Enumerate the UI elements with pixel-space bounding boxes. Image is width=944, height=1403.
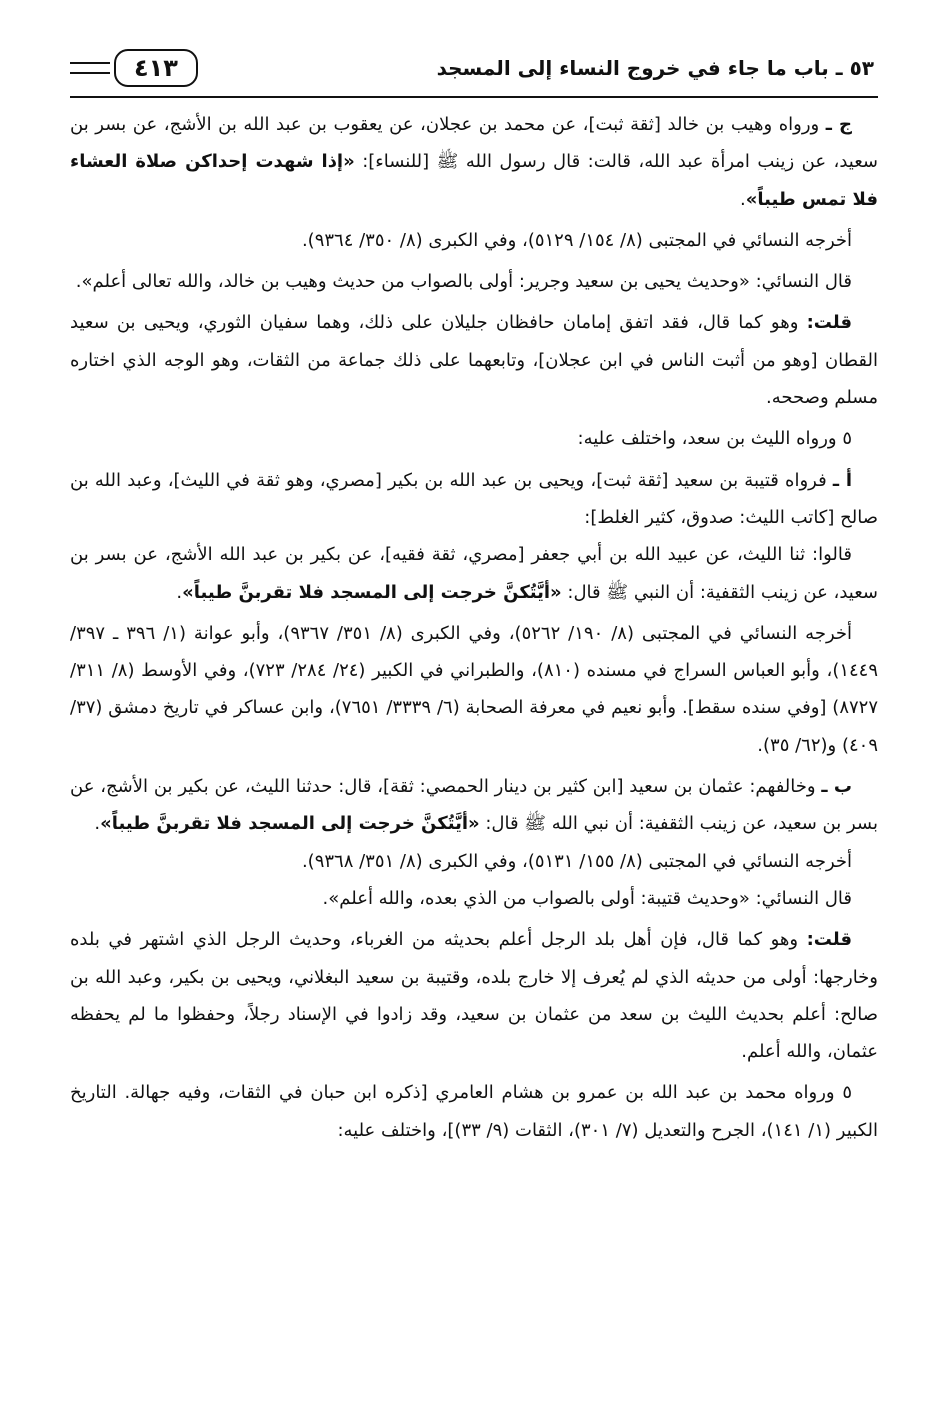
paragraph-3: قال النسائي: «وحديث يحيى بن سعيد وجرير: أولى بالصواب من حديث وهيب بن خالد، والله تعالى أعلم». xyxy=(75,271,852,293)
item-marker: ب ـ xyxy=(821,776,852,798)
hadith-quote: «إذا شهدت إحداكن صلاة العشاء فلا تمس طيباً» xyxy=(70,151,878,210)
item-marker: أ ـ xyxy=(832,469,852,491)
hadith-quote: «أيَّتُكنَّ خرجت إلى المسجد فلا تقربنَّ طيباً» xyxy=(182,581,562,603)
paragraph-4 xyxy=(70,304,878,416)
punctuation: . xyxy=(176,581,183,603)
paragraph-2: أخرجه النسائي في المجتبى (٨/ ١٥٤/ ٥١٢٩)، وفي الكبرى (٨/ ٣٥٠/ ٩٣٦٤). xyxy=(301,229,852,251)
commentary-text: وهو كما قال، فقد اتفق إمامان حافظان جليلان على ذلك، وهما سفيان الثوري، ويحيى بن سعيد القطان [وهو من أثبت الناس في ابن عجلان]، وتابعهما على ذلك جماعة من الثقات، وهو الوجه الذي اختاره مسلم وصححه. xyxy=(70,312,878,409)
page-body xyxy=(70,106,878,1149)
page-header xyxy=(70,40,878,98)
narration-text: وخالفهم: عثمان بن سعيد [ابن كثير بن دينار الحمصي: ثقة]، قال: حدثنا الليث، عن بكير بن الأشج، عن بسر بن سعيد، عن زينب الثقفية: أن نبي الله ﷺ قال: xyxy=(70,776,878,835)
paragraph-8: أخرجه النسائي في المجتبى (٨/ ١٩٠/ ٥٢٦٢)، وفي الكبرى (٨/ ٣٥١/ ٩٣٦٧)، وأبو عوانة (١/ ٣٩٦ ـ ٣٩٧/ ١٤٤٩)، وأبو العباس السراج في مسنده (٨١٠)، والطبراني في الكبير (٢٤/ ٢٨٤/ ٧٢٣)، وفي الأوسط (٨/ ٣١١/ ٨٧٢٧) [وفي سنده سقط]. وأبو نعيم في معرفة الصحابة (٦/ ٣٣٣٩/ ٧٦٥١)، وابن عساكر في تاريخ دمشق (٣٧/ ٤٠٩) و(٦٢/ ٣٥). xyxy=(70,622,879,756)
qultu-marker: قلت: xyxy=(806,929,852,951)
paragraph-5: ٥ ورواه الليث بن سعد، واختلف عليه: xyxy=(577,428,852,450)
paragraph-9 xyxy=(70,768,878,843)
narration-text: قالوا: ثنا الليث، عن عبيد الله بن أبي جعفر [مصري، ثقة فقيه]، عن بكير بن عبد الله الأشج، عن بسر بن سعيد، عن زينب الثقفية: أن النبي ﷺ قال: xyxy=(70,544,878,603)
punctuation: . xyxy=(739,188,746,210)
qultu-marker: قلت: xyxy=(806,312,852,334)
chapter-title: ٥٣ ـ باب ما جاء في خروج النساء إلى المسجد xyxy=(436,56,874,80)
paragraph-6 xyxy=(70,462,878,537)
punctuation: . xyxy=(94,813,101,835)
paragraph-12 xyxy=(70,921,878,1070)
hadith-quote: «أيَّتُكنَّ خرجت إلى المسجد فلا تقربنَّ طيباً» xyxy=(100,813,480,835)
paragraph-7 xyxy=(70,536,878,611)
book-page xyxy=(70,40,878,1370)
paragraph-10: أخرجه النسائي في المجتبى (٨/ ١٥٥/ ٥١٣١)، وفي الكبرى (٨/ ٣٥١/ ٩٣٦٨). xyxy=(301,850,852,872)
page-number-ornament xyxy=(70,49,198,87)
paragraph-11: قال النسائي: «وحديث قتيبة: أولى بالصواب من الذي بعده، والله أعلم». xyxy=(322,887,852,909)
paragraph-13: ٥ ورواه محمد بن عبد الله بن عمرو بن هشام العامري [ذكره ابن حبان في الثقات، وفيه جهالة. التاريخ الكبير (١/ ١٤١)، الجرح والتعديل (٧/ ٣٠١)، الثقات (٩/ ٣٣)]، واختلف عليه: xyxy=(70,1082,878,1141)
item-marker: ج ـ xyxy=(825,114,852,135)
page-number: ٤١٣ xyxy=(114,49,198,87)
narration-text: ورواه وهيب بن خالد [ثقة ثبت]، عن محمد بن عجلان، عن يعقوب بن عبد الله بن الأشج، عن بسر بن سعيد، عن زينب امرأة عبد الله، قالت: قال رسول الله ﷺ [للنساء]: xyxy=(70,114,878,173)
commentary-text: وهو كما قال، فإن أهل بلد الرجل أعلم بحديثه من الغرباء، وحديث الرجل الذي اشتهر في بلده وخارجها: أولى من حديثه الذي لم يُعرف إلا خارج بلده، وقتيبة بن سعيد البغلاني، ويحيى بن بكير، وعبد الله بن صالح: أعلم بحديث الليث بن سعد من عثمان بن سعيد، وقد زادوا في الإسناد رجلاً، وحفظوا ما لم يحفظه عثمان، والله أعلم. xyxy=(70,929,878,1063)
ornament-lines xyxy=(70,62,110,74)
paragraph-1 xyxy=(70,106,878,218)
narration-text: فرواه قتيبة بن سعيد [ثقة ثبت]، ويحيى بن عبد الله بن بكير [مصري، وهو ثقة في الليث]، وعبد الله بن صالح [كاتب الليث: صدوق، كثير الغلط]: xyxy=(70,469,878,528)
